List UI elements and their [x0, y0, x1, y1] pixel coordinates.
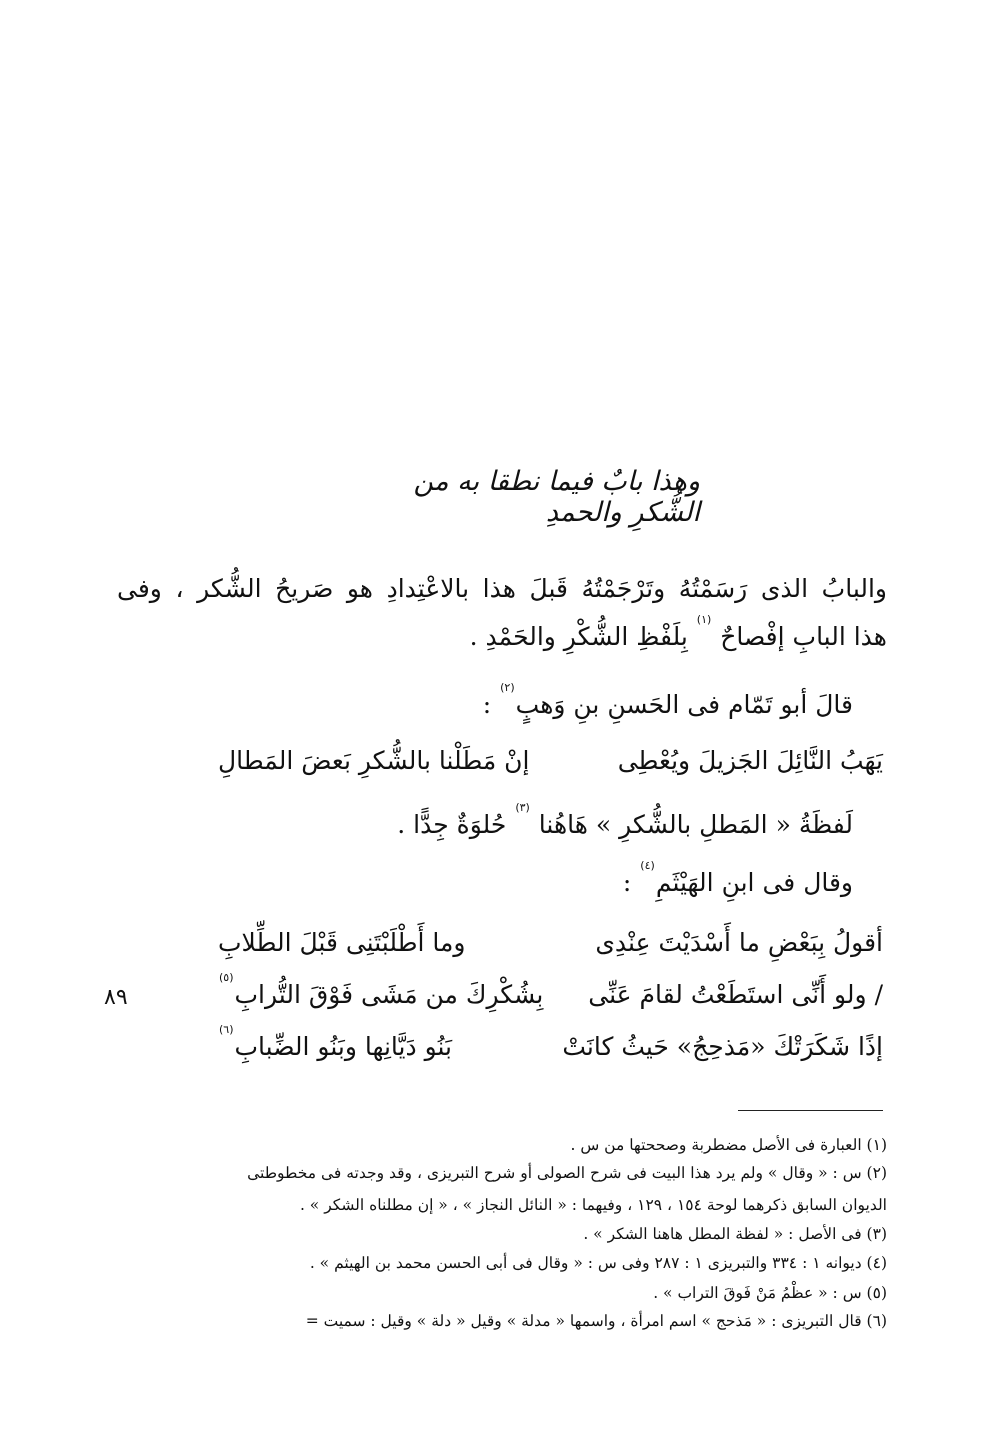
verse-2 [218, 928, 883, 968]
verse-3-second-hemistich [218, 971, 544, 1009]
intro-line-1: والبابُ الذى رَسَمْتُهُ وتَرْجَمْتُهُ قَبلَ هذا بالاعْتِدادِ هو صَريحُ الشُّكر ، وفى [117, 574, 887, 603]
footnote-2: (٢) س : « وقال » ولم يرد هذا البيت فى شرح الصولى أو شرح التبريزى ، وقد وجدته فى مخطوطتى [247, 1164, 887, 1182]
quote-intro-2-text: وقال فى ابنِ الهَيْثَمِ [655, 868, 853, 897]
footnote-ref-6: (٦) [219, 1023, 234, 1036]
footnote-4: (٤) ديوانه ١ : ٣٣٤ والتبريزى ١ : ٢٨٧ وفى س : « وقال فى أبى الحسن محمد بن الهيثم » . [309, 1254, 887, 1272]
verse-4-second-hemistich [218, 1023, 453, 1061]
footnote-separator [738, 1110, 883, 1111]
quote-intro-1 [293, 681, 853, 719]
verse-3-second-hemistich-text: بِشُكْرِكَ من مَشَى فَوْقَ التُّرابِ [234, 980, 544, 1009]
verse-2-second-hemistich: وما أَطْلَبْتَنِى قَبْلَ الطِّلابِ [218, 928, 466, 957]
footnote-2-continued: الديوان السابق ذكرهما لوحة ١٥٤ ، ١٢٩ ، وفيهما : « النائل النجاز » ، « إن مطلناه الشكر » . [299, 1196, 887, 1214]
footnote-6: (٦) قال التبريزى : « مَذحج » اسم امرأة ، واسمها « مدلة » وقيل « دلة » وقيل : سميت = [305, 1312, 887, 1330]
verse-1-first-hemistich: يَهَبُ النَّائِلَ الجَزيلَ ويُعْطِى [617, 746, 883, 775]
verse-4 [218, 1023, 883, 1072]
footnote-ref-1: (١) [696, 613, 712, 626]
comment-1 [293, 801, 853, 839]
quote-intro-2 [293, 859, 853, 897]
comment-1-text: لَفظَةُ « المَطلِ بالشُّكرِ » هَاهُنا [538, 810, 853, 839]
verse-3-first-hemistich: / ولو أَنِّى استَطَعْتُ لقامَ عَنِّى [588, 980, 883, 1009]
verse-1-second-hemistich: إنْ مَطَلْنا بالشُّكرِ بَعضَ المَطالِ [218, 746, 530, 775]
footnote-ref-2: (٢) [500, 681, 515, 694]
verse-4-first-hemistich: إذًا شَكَرَتْكَ «مَذحِجُ» حَيثُ كانَتْ [562, 1032, 883, 1061]
footnote-ref-3: (٣) [515, 801, 530, 814]
quote-intro-2-colon: : [622, 868, 632, 897]
footnote-ref-5: (٥) [219, 971, 234, 984]
intro-text-after-ref: بِلَفْظِ الشُّكْرِ والحَمْدِ . [469, 622, 688, 651]
chapter-title: وهذا بابٌ فيما نطقا به من الشُّكرِ والحمدِ [413, 466, 700, 528]
verse-2-first-hemistich: أقولُ بِبَعْضِ ما أَسْدَيْتَ عِنْدِى [595, 928, 883, 957]
footnote-5: (٥) س : « عظْمُ مَنْ فَوقَ التراب » . [653, 1284, 887, 1302]
verse-1 [218, 746, 883, 786]
footnote-1: (١) العبارة فى الأصل مضطربة وصححتها من س . [570, 1136, 887, 1154]
intro-text-before-ref: هذا البابِ إفْصاحٌ [720, 622, 887, 651]
intro-line-2 [117, 613, 887, 651]
footnote-3: (٣) فى الأصل : « لفظة المطل هاهنا الشكر » . [583, 1225, 887, 1243]
verse-3 [218, 971, 883, 1020]
comment-1-end: حُلوَةٌ جِدًّا . [397, 810, 507, 839]
quote-intro-1-colon: : [482, 690, 492, 719]
footnote-ref-4: (٤) [640, 859, 655, 872]
quote-intro-1-text: قالَ أبو تَمّام فى الحَسنِ بنِ وَهبٍ [515, 690, 853, 719]
verse-4-second-hemistich-text: بَنُو دَيَّانِها وبَنُو الضِّبابِ [234, 1032, 453, 1061]
page-number: ٨٩ [104, 985, 128, 1010]
